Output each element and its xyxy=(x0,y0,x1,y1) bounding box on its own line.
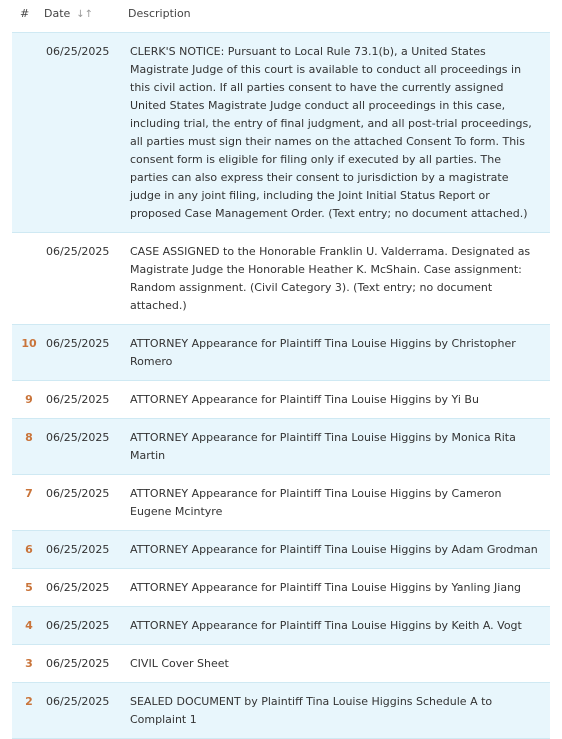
entry-number: 4 xyxy=(25,619,33,632)
table-body xyxy=(12,32,550,739)
header-date-label: Date xyxy=(44,7,71,20)
entry-date: 06/25/2025 xyxy=(46,45,110,58)
entry-number: 9 xyxy=(25,393,33,406)
entry-number: 3 xyxy=(25,657,33,670)
table-row xyxy=(12,33,550,233)
entry-date: 06/25/2025 xyxy=(46,695,110,708)
table-row xyxy=(12,607,550,645)
entry-number: 8 xyxy=(25,431,33,444)
table-row xyxy=(12,475,550,531)
table-row xyxy=(12,381,550,419)
entry-number: 10 xyxy=(21,337,37,350)
table-row xyxy=(12,325,550,381)
entry-date: 06/25/2025 xyxy=(46,487,110,500)
entry-date: 06/25/2025 xyxy=(46,431,110,444)
entry-description: CLERK'S NOTICE: Pursuant to Local Rule 73.1(b), a United States Magistrate Judge of this court is available to conduct all proceedings in this civil action. If all parties consent to have the currently assigned United States Magistrate Judge conduct all proceedings in this case, including trial, the entry of final judgment, and all post-trial proceedings, all parties must sign their names on the attached Consent To form. This consent form is eligible for filing only if executed by all parties. The parties can also express their consent to jurisdiction by a magistrate judge in any joint filing, including the Joint Initial Status Report or proposed Case Management Order. (Text entry; no document attached.) xyxy=(130,45,532,220)
entry-date: 06/25/2025 xyxy=(46,657,110,670)
entry-date: 06/25/2025 xyxy=(46,581,110,594)
entry-description: ATTORNEY Appearance for Plaintiff Tina Louise Higgins by Yi Bu xyxy=(130,393,479,406)
entry-description: ATTORNEY Appearance for Plaintiff Tina Louise Higgins by Cameron Eugene Mcintyre xyxy=(130,487,502,518)
entry-number: 2 xyxy=(25,695,33,708)
entry-date: 06/25/2025 xyxy=(46,337,110,350)
entry-date: 06/25/2025 xyxy=(46,245,110,258)
table-row xyxy=(12,645,550,683)
entry-description: CASE ASSIGNED to the Honorable Franklin U. Valderrama. Designated as Magistrate Judge the Honorable Heather K. McShain. Case assignment: Random assignment. (Civil Category 3). (Text entry; no document attached.) xyxy=(130,245,531,312)
table-row xyxy=(12,683,550,739)
entry-date: 06/25/2025 xyxy=(46,543,110,556)
entry-description: SEALED DOCUMENT by Plaintiff Tina Louise Higgins Schedule A to Complaint 1 xyxy=(130,695,493,726)
entry-description: ATTORNEY Appearance for Plaintiff Tina Louise Higgins by Yanling Jiang xyxy=(130,581,522,594)
entry-date: 06/25/2025 xyxy=(46,619,110,632)
entry-description: ATTORNEY Appearance for Plaintiff Tina Louise Higgins by Adam Grodman xyxy=(130,543,538,556)
entry-number: 5 xyxy=(25,581,33,594)
entry-number: 6 xyxy=(25,543,33,556)
table-header xyxy=(0,0,562,32)
entry-description: CIVIL Cover Sheet xyxy=(130,657,229,670)
table-row xyxy=(12,569,550,607)
entry-date: 06/25/2025 xyxy=(46,393,110,406)
table-row xyxy=(12,531,550,569)
table-row xyxy=(12,233,550,325)
header-date[interactable] xyxy=(44,7,128,20)
sort-icon[interactable]: ↓↑ xyxy=(76,9,94,20)
entry-number: 7 xyxy=(25,487,33,500)
header-number: # xyxy=(20,7,30,20)
header-description: Description xyxy=(128,7,191,20)
entry-description: ATTORNEY Appearance for Plaintiff Tina Louise Higgins by Monica Rita Martin xyxy=(130,431,516,462)
table-row xyxy=(12,419,550,475)
entry-description: ATTORNEY Appearance for Plaintiff Tina Louise Higgins by Christopher Romero xyxy=(130,337,516,368)
entry-description: ATTORNEY Appearance for Plaintiff Tina Louise Higgins by Keith A. Vogt xyxy=(130,619,522,632)
